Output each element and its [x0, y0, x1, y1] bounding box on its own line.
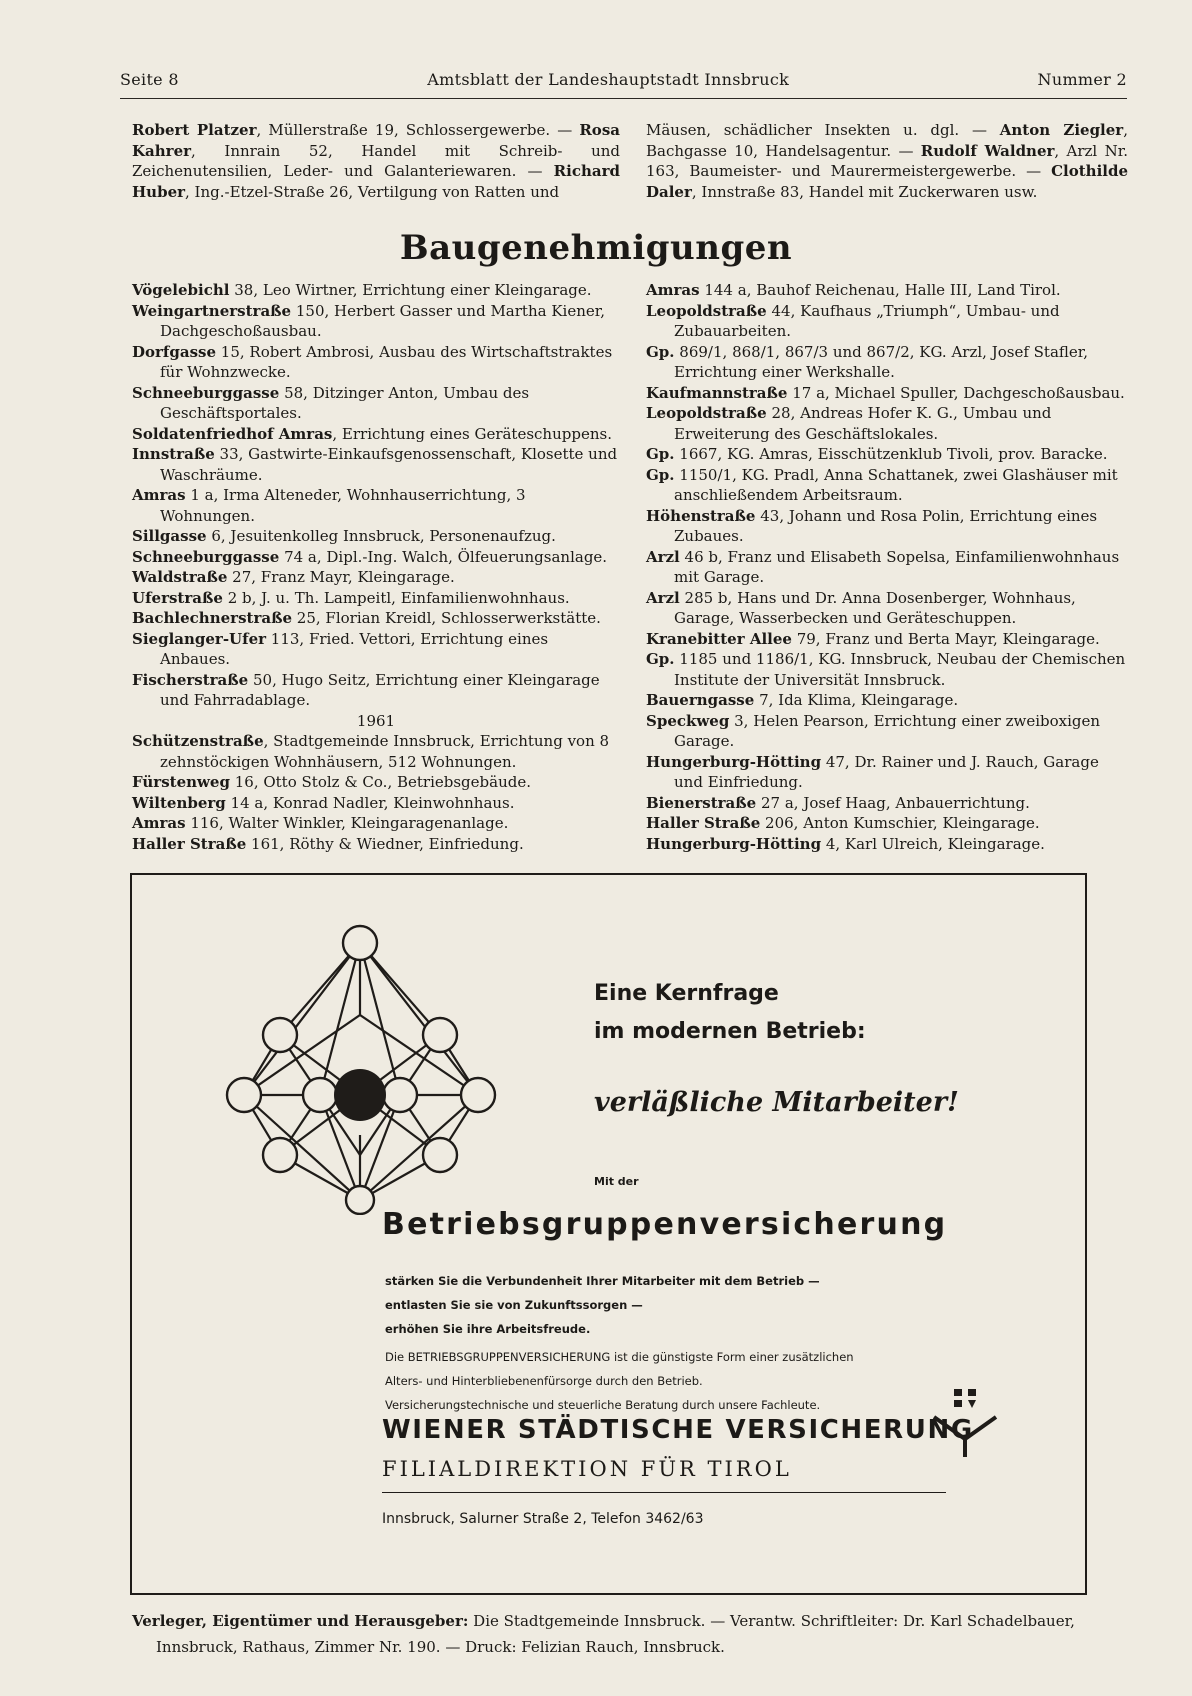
ad-body-line: Alters- und Hinterbliebenenfürsorge durch den Betrieb.	[385, 1374, 703, 1388]
permit-location: Vögelebichl	[132, 281, 230, 299]
permit-location: Gp.	[646, 465, 675, 484]
permit-entry	[132, 280, 620, 301]
permit-entry	[132, 772, 620, 793]
permit-entry	[132, 834, 620, 855]
permits-left-column	[132, 280, 620, 854]
ad-answer: verläßliche Mitarbeiter!	[594, 1087, 959, 1118]
intro-right-paragraph	[646, 120, 1128, 202]
permit-details: 7, Ida Klima, Kleingarage.	[754, 691, 959, 709]
year-label: 1961	[356, 711, 396, 730]
intro-left-paragraph	[132, 120, 620, 202]
permit-details: 1150/1, KG. Pradl, Anna Schattanek, zwei Glashäuser mit anschließendem Arbeitsraum.	[674, 465, 1118, 504]
permit-location: Schützenstraße	[132, 732, 264, 750]
imprint-line: Innsbruck, Rathaus, Zimmer Nr. 190. — Druck: Felizian Rauch, Innsbruck.	[156, 1638, 725, 1656]
permit-entry	[132, 629, 620, 670]
permit-entry	[132, 342, 620, 383]
permit-details: 4, Karl Ulreich, Kleingarage.	[821, 834, 1045, 853]
permit-details: 17 a, Michael Spuller, Dachgeschoßausbau.	[787, 383, 1125, 402]
permit-location: Kaufmannstraße	[646, 383, 788, 402]
permit-details: 1667, KG. Amras, Eisschützenklub Tivoli, prov. Baracke.	[674, 445, 1108, 463]
permit-location: Bachlechnerstraße	[132, 609, 293, 627]
permit-location: Leopoldstraße	[646, 301, 767, 320]
permit-details: 38, Leo Wirtner, Errichtung einer Kleingarage.	[229, 281, 592, 299]
permit-entry	[646, 506, 1128, 547]
page-number: Seite 8	[120, 70, 179, 89]
permit-details: 46 b, Franz und Elisabeth Sopelsa, Einfamilienwohnhaus mit Garage.	[674, 547, 1120, 586]
permit-details: , Stadtgemeinde Innsbruck, Errichtung von 8 zehnstöckigen Wohnhäusern, 512 Wohnungen.	[160, 732, 610, 771]
insurance-advertisement	[130, 873, 1087, 1595]
permit-details: 33, Gastwirte-Einkaufsgenossenschaft, Klosette und Waschräume.	[160, 445, 618, 484]
permit-location: Amras	[132, 814, 186, 832]
permit-details: 43, Johann und Rosa Polin, Errichtung eines Zubaues.	[674, 506, 1098, 545]
permit-details: 150, Herbert Gasser und Martha Kiener, Dachgeschoßausbau.	[160, 301, 606, 340]
permit-details: 25, Florian Kreidl, Schlosserwerkstätte.	[292, 609, 601, 627]
permit-location: Arzl	[646, 588, 680, 607]
permit-entry	[646, 403, 1128, 444]
permit-details: 1185 und 1186/1, KG. Innsbruck, Neubau der Chemischen Institute der Universität Innsbruck.	[674, 650, 1126, 689]
permit-entry	[646, 444, 1128, 465]
permit-entry	[646, 834, 1128, 855]
permits-left-list	[132, 280, 620, 711]
permit-location: Soldatenfriedhof Amras	[132, 424, 333, 443]
ad-mit-der: Mit der	[594, 1175, 639, 1188]
issue-number: Nummer 2	[1037, 70, 1127, 89]
ad-company-name: WIENER STÄDTISCHE VERSICHERUNG	[382, 1415, 974, 1445]
entry-text: , Ing.-Etzel-Straße 26, Vertilgung von Ratten und	[185, 182, 560, 201]
ad-branch-name: FILIALDIREKTION FÜR TIROL	[382, 1457, 792, 1481]
permit-location: Schneeburggasse	[132, 383, 280, 402]
entry-text: , Innrain 52, Handel mit Schreib- und Zeichenutensilien, Leder- und Galanteriewaren. —	[132, 141, 620, 180]
entry-name: Rudolf Waldner	[920, 141, 1055, 160]
permit-location: Hungerburg-Hötting	[646, 834, 822, 853]
permit-entry	[646, 383, 1128, 404]
permit-details: 206, Anton Kumschier, Kleingarage.	[760, 814, 1040, 832]
permit-location: Gp.	[646, 342, 675, 361]
intro-left-column	[132, 120, 620, 202]
permit-entry	[132, 301, 620, 342]
permit-entry	[646, 588, 1128, 629]
section-heading: Baugenehmigungen	[399, 228, 793, 268]
permit-entry	[132, 813, 620, 834]
permit-location: Kranebitter Allee	[646, 629, 792, 648]
permit-location: Gp.	[646, 445, 675, 463]
permit-entry	[646, 711, 1128, 752]
permit-details: 16, Otto Stolz & Co., Betriebsgebäude.	[229, 773, 531, 791]
ad-question-line: im modernen Betrieb:	[594, 1019, 866, 1044]
permit-entry	[132, 670, 620, 711]
permit-details: 6, Jesuitenkolleg Innsbruck, Personenaufzug.	[206, 527, 556, 545]
permit-location: Höhenstraße	[646, 506, 756, 525]
permit-entry	[646, 629, 1128, 650]
permit-details: 285 b, Hans und Dr. Anna Dosenberger, Wohnhaus, Garage, Wasserbecken und Geräteschuppen.	[674, 588, 1076, 627]
intro-right-column	[646, 120, 1128, 202]
permit-details: 2 b, J. u. Th. Lampeitl, Einfamilienwohnhaus.	[222, 588, 570, 607]
permit-details: 144 a, Bauhof Reichenau, Halle III, Land Tirol.	[699, 281, 1061, 299]
permit-location: Speckweg	[646, 711, 730, 730]
entry-text: , Bachgasse 10, Handelsagentur. —	[646, 121, 1128, 160]
permit-location: Bienerstraße	[646, 793, 757, 812]
ad-question-line: Eine Kernfrage	[594, 981, 779, 1006]
entry-name: Robert Platzer	[132, 121, 257, 139]
permit-entry	[646, 649, 1128, 690]
ad-divider	[382, 1492, 946, 1493]
imprint	[132, 1608, 1130, 1660]
permit-location: Arzl	[646, 547, 680, 566]
permit-entry	[132, 485, 620, 526]
insurance-logo-icon	[932, 1387, 1000, 1459]
permit-entry	[646, 752, 1128, 793]
permit-details: 1 a, Irma Alteneder, Wohnhauserrichtung, 3 Wohnungen.	[160, 486, 526, 525]
permit-details: 14 a, Konrad Nadler, Kleinwohnhaus.	[225, 793, 515, 812]
permit-entry	[132, 424, 620, 445]
ad-benefit-line: erhöhen Sie ihre Arbeitsfreude.	[385, 1322, 591, 1336]
permit-entry	[646, 280, 1128, 301]
permit-location: Uferstraße	[132, 588, 223, 607]
ad-body-text	[385, 1345, 1025, 1417]
entry-name: Clothilde Daler	[646, 162, 1128, 201]
permit-location: Waldstraße	[132, 568, 228, 586]
permit-details: 161, Röthy & Wiedner, Einfriedung.	[246, 834, 524, 853]
permit-location: Wiltenberg	[132, 793, 226, 812]
permit-location: Haller Straße	[132, 834, 247, 853]
permits-1961-list	[132, 731, 620, 854]
permit-location: Dorfgasse	[132, 342, 217, 361]
permit-entry	[646, 813, 1128, 834]
permit-location: Fischerstraße	[132, 670, 249, 689]
ad-product-name: Betriebsgruppenversicherung	[382, 1207, 948, 1242]
permits-right-column	[646, 280, 1128, 854]
permit-location: Gp.	[646, 650, 675, 668]
permit-details: , Errichtung eines Geräteschuppens.	[332, 424, 612, 443]
imprint-label: Verleger, Eigentümer und Herausgeber:	[132, 1612, 469, 1630]
publication-title: Amtsblatt der Landeshauptstadt Innsbruck	[427, 70, 790, 89]
permit-location: Hungerburg-Hötting	[646, 752, 822, 771]
permit-details: 28, Andreas Hofer K. G., Umbau und Erweiterung des Geschäftslokales.	[674, 404, 1052, 443]
permit-entry	[132, 588, 620, 609]
permit-details: 74 a, Dipl.-Ing. Walch, Ölfeuerungsanlage.	[279, 547, 608, 566]
entry-name: Rosa Kahrer	[132, 121, 620, 160]
permit-entry	[132, 547, 620, 568]
permit-entry	[132, 444, 620, 485]
permit-location: Weingartnerstraße	[132, 301, 292, 320]
running-header	[120, 70, 1127, 89]
header-rule	[120, 98, 1127, 99]
ad-benefit-line: entlasten Sie sie von Zukunftssorgen —	[385, 1298, 643, 1312]
permit-entry	[646, 301, 1128, 342]
imprint-text: Die Stadtgemeinde Innsbruck. — Verantw. Schriftleiter: Dr. Karl Schadelbauer,	[468, 1612, 1075, 1630]
network-nodes-graphic	[210, 915, 550, 1215]
permit-details: 44, Kaufhaus „Triumph“, Umbau- und Zubauarbeiten.	[674, 301, 1060, 340]
permit-details: 116, Walter Winkler, Kleingaragenanlage.	[185, 814, 509, 832]
permit-details: 869/1, 868/1, 867/3 und 867/2, KG. Arzl, Josef Stafler, Errichtung einer Werkshalle.	[674, 342, 1089, 381]
permit-location: Schneeburggasse	[132, 547, 280, 566]
permits-right-list	[646, 280, 1128, 854]
permit-location: Fürstenweg	[132, 773, 230, 791]
permit-entry	[132, 731, 620, 772]
permit-details: 113, Fried. Vettori, Errichtung eines Anbaues.	[160, 629, 549, 668]
entry-text: Mäusen, schädlicher Insekten u. dgl. —	[646, 121, 1000, 139]
entry-text: , Innstraße 83, Handel mit Zuckerwaren usw.	[691, 182, 1038, 201]
permit-location: Amras	[646, 281, 700, 299]
permit-entry	[646, 690, 1128, 711]
permit-entry	[132, 567, 620, 588]
permit-details: 27, Franz Mayr, Kleingarage.	[227, 568, 455, 586]
entry-text: , Müllerstraße 19, Schlossergewerbe. —	[256, 121, 580, 139]
imprint-line	[132, 1608, 1130, 1634]
permit-location: Innstraße	[132, 445, 215, 463]
entry-name: Richard Huber	[132, 162, 620, 201]
permit-location: Haller Straße	[646, 814, 761, 832]
permit-details: 79, Franz und Berta Mayr, Kleingarage.	[791, 629, 1100, 648]
permit-entry	[646, 342, 1128, 383]
permit-location: Sillgasse	[132, 527, 207, 545]
permit-location: Sieglanger-Ufer	[132, 629, 267, 648]
ad-benefit-lines	[385, 1269, 820, 1341]
permit-details: 58, Ditzinger Anton, Umbau des Geschäftsportales.	[160, 383, 530, 422]
permit-details: 47, Dr. Rainer und J. Rauch, Garage und Einfriedung.	[674, 752, 1099, 791]
permit-entry	[646, 547, 1128, 588]
ad-body-line: Versicherungstechnische und steuerliche Beratung durch unsere Fachleute.	[385, 1398, 821, 1412]
permit-location: Leopoldstraße	[646, 404, 767, 422]
permit-entry	[132, 793, 620, 814]
permit-entry	[646, 465, 1128, 506]
ad-body-line: Die BETRIEBSGRUPPENVERSICHERUNG ist die günstigste Form einer zusätzlichen	[385, 1350, 854, 1364]
permit-details: 15, Robert Ambrosi, Ausbau des Wirtschaftstraktes für Wohnzwecke.	[160, 342, 613, 381]
permit-location: Amras	[132, 486, 186, 504]
ad-address: Innsbruck, Salurner Straße 2, Telefon 3462/63	[382, 1511, 704, 1527]
permit-location: Bauerngasse	[646, 691, 755, 709]
entry-text: , Arzl Nr. 163, Baumeister- und Maurermeistergewerbe. —	[646, 141, 1128, 180]
ad-question	[594, 975, 866, 1051]
ad-benefit-line: stärken Sie die Verbundenheit Ihrer Mitarbeiter mit dem Betrieb —	[385, 1274, 820, 1288]
permit-entry	[646, 793, 1128, 814]
permit-details: 3, Helen Pearson, Errichtung einer zweiboxigen Garage.	[674, 711, 1101, 750]
permit-entry	[132, 608, 620, 629]
permit-entry	[132, 526, 620, 547]
permit-details: 50, Hugo Seitz, Errichtung einer Kleingarage und Fahrradablage.	[160, 670, 600, 709]
permit-entry	[132, 383, 620, 424]
entry-name: Anton Ziegler	[999, 121, 1124, 139]
permit-details: 27 a, Josef Haag, Anbauerrichtung.	[756, 793, 1030, 812]
